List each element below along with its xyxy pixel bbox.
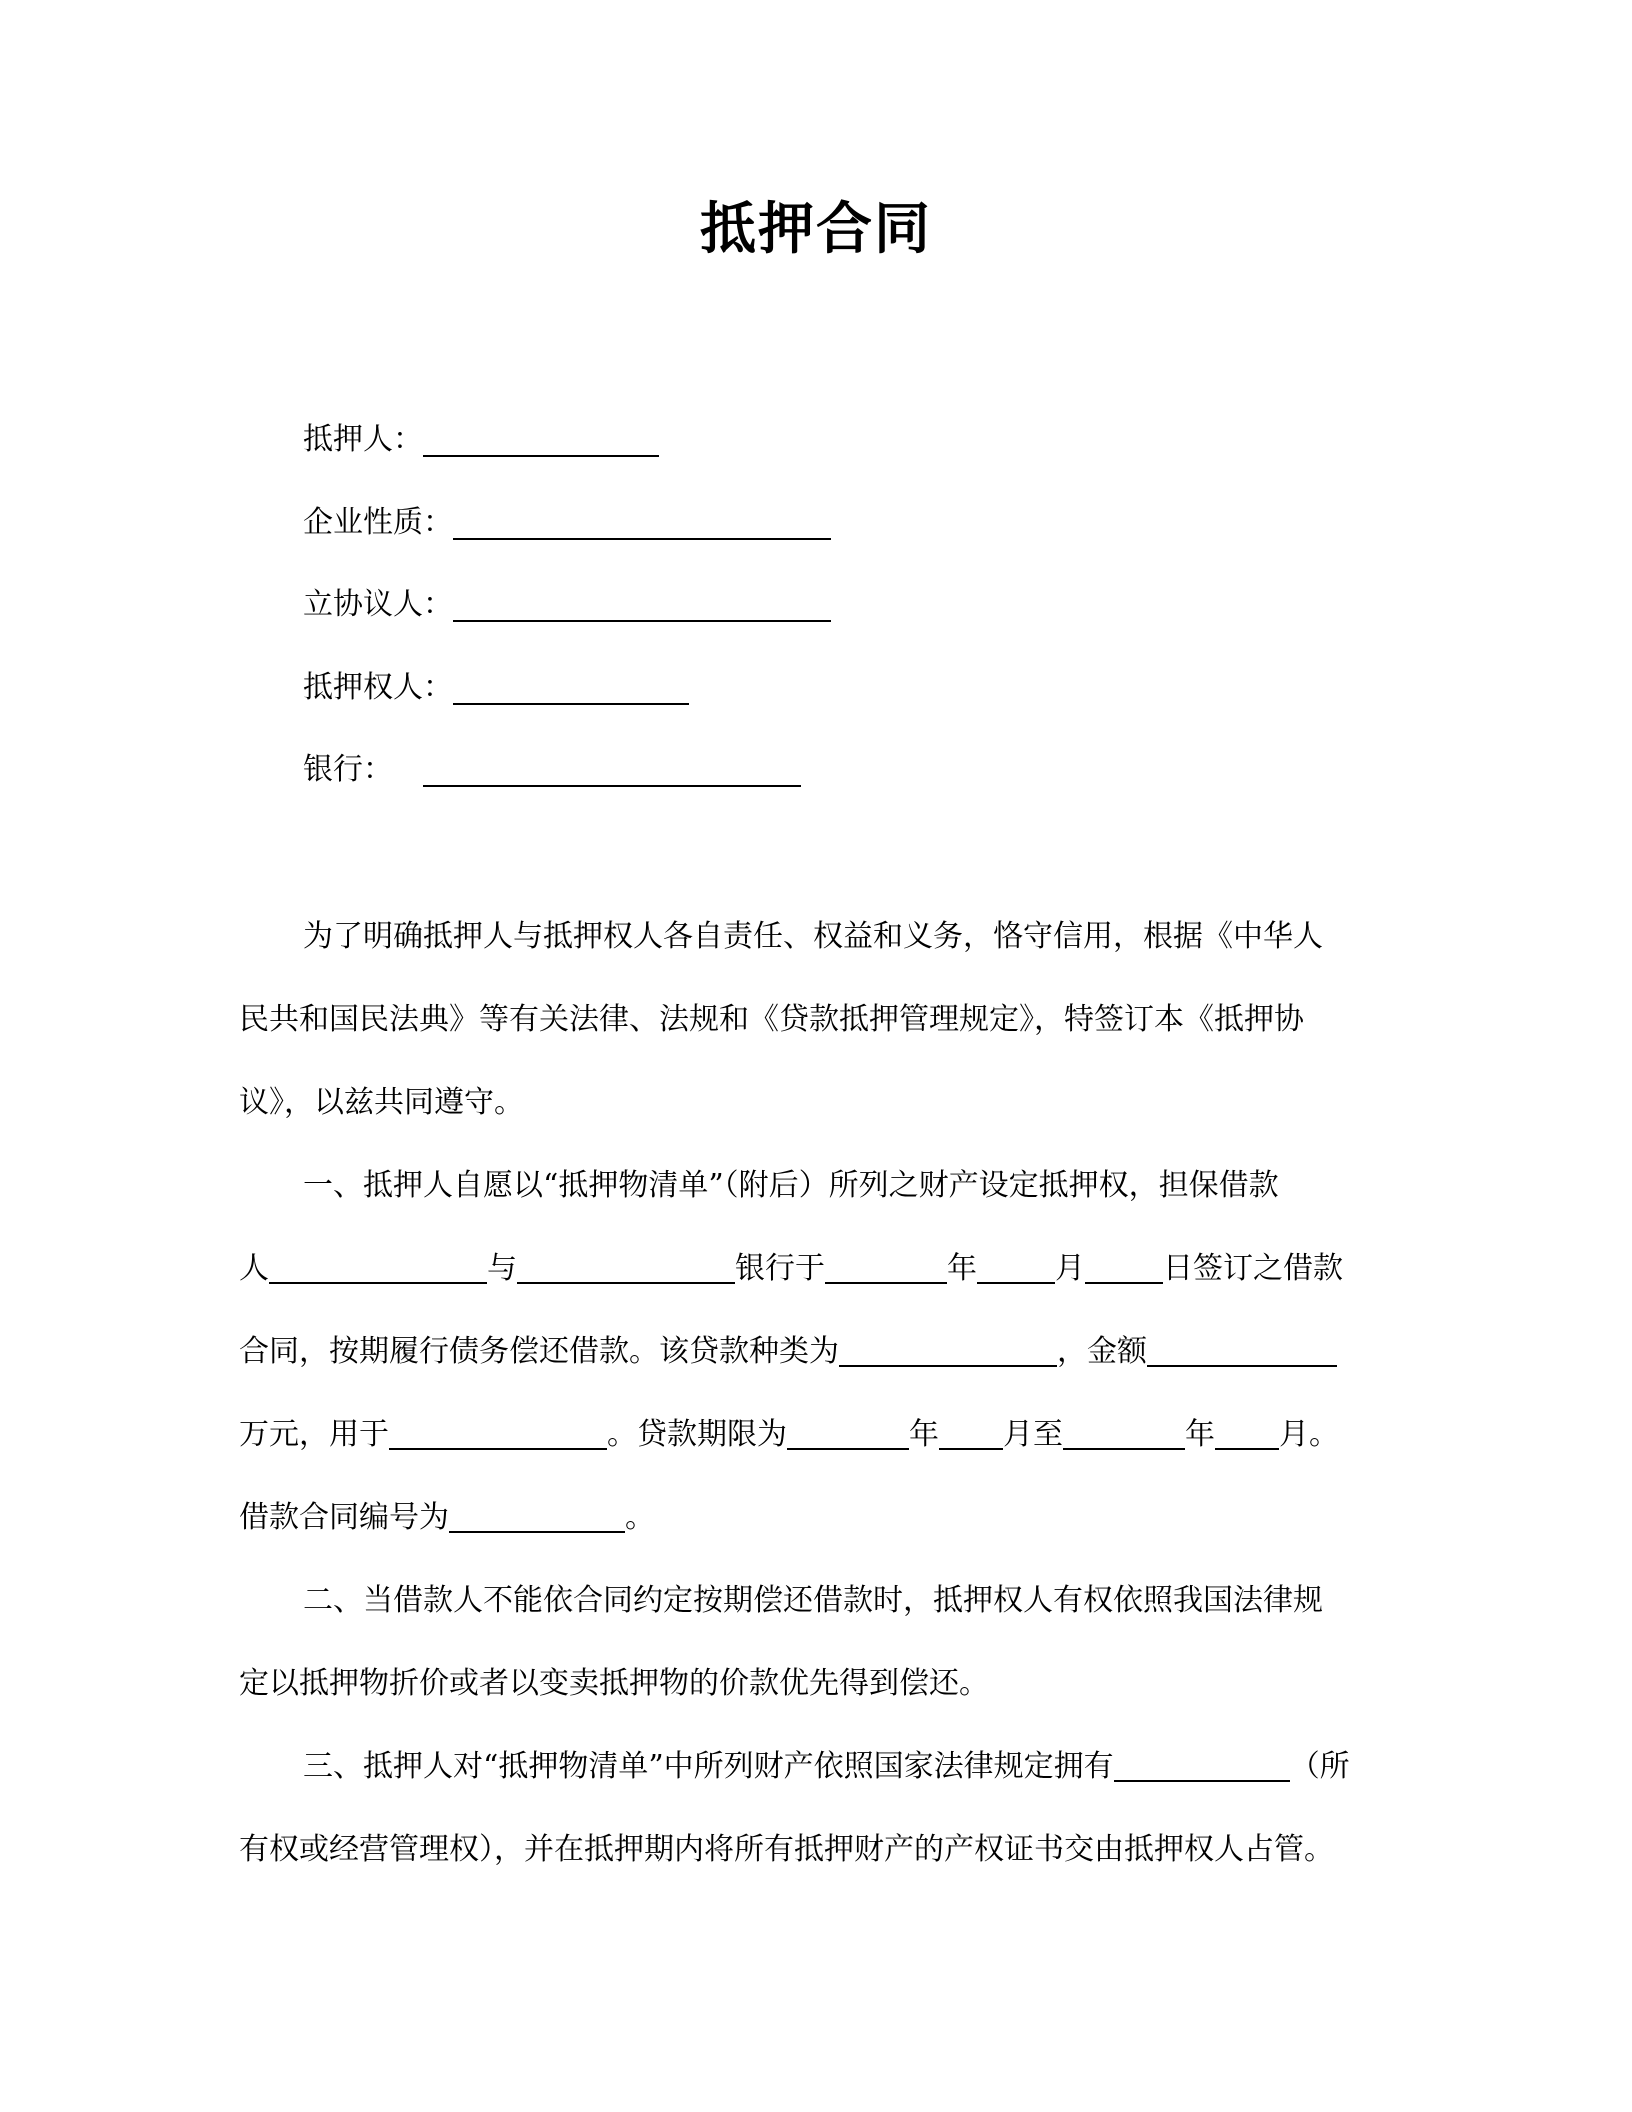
contract-body — [239, 895, 1381, 1891]
preamble-line: 民共和国民法典》等有关法律、法规和《贷款抵押管理规定》，特签订本《抵押协 — [239, 1002, 1304, 1037]
clause-3-line: 有权或经营管理权），并在抵押期内将所有抵押财产的产权证书交由抵押权人占管。 — [239, 1832, 1334, 1867]
field-enterprise-nature — [303, 498, 831, 548]
blank-line — [839, 1333, 1057, 1367]
clause-2-line: 定以抵押物折价或者以变卖抵押物的价款优先得到偿还。 — [239, 1666, 989, 1701]
blank-line — [517, 1250, 735, 1284]
text-fragment: 年 — [947, 1251, 977, 1286]
field-label: 抵押人： — [303, 422, 423, 457]
text-fragment: 月。 — [1279, 1417, 1339, 1452]
preamble-line: 议》，以兹共同遵守。 — [239, 1085, 524, 1120]
blank-line — [449, 1499, 625, 1533]
clause-1-line: 一、抵押人自愿以“抵押物清单”（附后）所列之财产设定抵押权，担保借款 — [303, 1168, 1279, 1203]
blank-line — [1215, 1416, 1279, 1450]
text-fragment: 合同，按期履行债务偿还借款。该贷款种类为 — [239, 1334, 839, 1369]
blank-line — [1114, 1748, 1290, 1782]
text-fragment: 与 — [487, 1251, 517, 1286]
text-fragment: 。 — [625, 1500, 655, 1535]
clause-2-line: 二、当借款人不能依合同约定按期偿还借款时，抵押权人有权依照我国法律规 — [303, 1583, 1323, 1618]
text-fragment: 日签订之借款 — [1163, 1251, 1343, 1286]
text-fragment: 。贷款期限为 — [607, 1417, 787, 1452]
blank-line — [389, 1416, 607, 1450]
field-label: 银行： — [303, 752, 393, 787]
field-label: 抵押权人： — [303, 670, 453, 705]
clause-1-line — [239, 1310, 1381, 1393]
blank-line — [423, 749, 801, 787]
text-fragment: 借款合同编号为 — [239, 1500, 449, 1535]
field-mortgagor — [303, 415, 659, 465]
blank-line — [787, 1416, 909, 1450]
clause-1-line — [239, 1476, 1381, 1559]
blank-line — [453, 584, 831, 622]
blank-line — [423, 419, 659, 457]
field-label: 企业性质： — [303, 505, 453, 540]
blank-line — [977, 1250, 1055, 1284]
text-fragment: ，金额 — [1057, 1334, 1147, 1369]
document-title: 抵押合同 — [700, 197, 932, 262]
blank-line — [453, 667, 689, 705]
text-fragment: 人 — [239, 1251, 269, 1286]
clause-3-line — [239, 1725, 1381, 1808]
blank-line — [1147, 1333, 1337, 1367]
text-fragment: 月至 — [1003, 1417, 1063, 1452]
blank-line — [453, 502, 831, 540]
text-fragment: （所 — [1289, 1749, 1350, 1784]
clause-1-line — [239, 1227, 1381, 1310]
field-mortgagee — [303, 663, 689, 713]
field-label: 立协议人： — [303, 587, 453, 622]
blank-line — [939, 1416, 1003, 1450]
text-fragment: 月 — [1055, 1251, 1085, 1286]
blank-line — [1063, 1416, 1185, 1450]
text-fragment: 年 — [1185, 1417, 1215, 1452]
clause-1-line — [239, 1393, 1381, 1476]
text-fragment: 三、抵押人对“抵押物清单”中所列财产依照国家法律规定拥有 — [303, 1749, 1114, 1784]
text-fragment: 万元，用于 — [239, 1417, 389, 1452]
field-agreement-party — [303, 580, 831, 630]
blank-line — [825, 1250, 947, 1284]
text-fragment: 银行于 — [735, 1251, 825, 1286]
preamble-line: 为了明确抵押人与抵押权人各自责任、权益和义务，恪守信用，根据《中华人 — [303, 919, 1323, 954]
blank-line — [1085, 1250, 1163, 1284]
text-fragment: 年 — [909, 1417, 939, 1452]
field-bank — [303, 745, 801, 795]
blank-line — [269, 1250, 487, 1284]
